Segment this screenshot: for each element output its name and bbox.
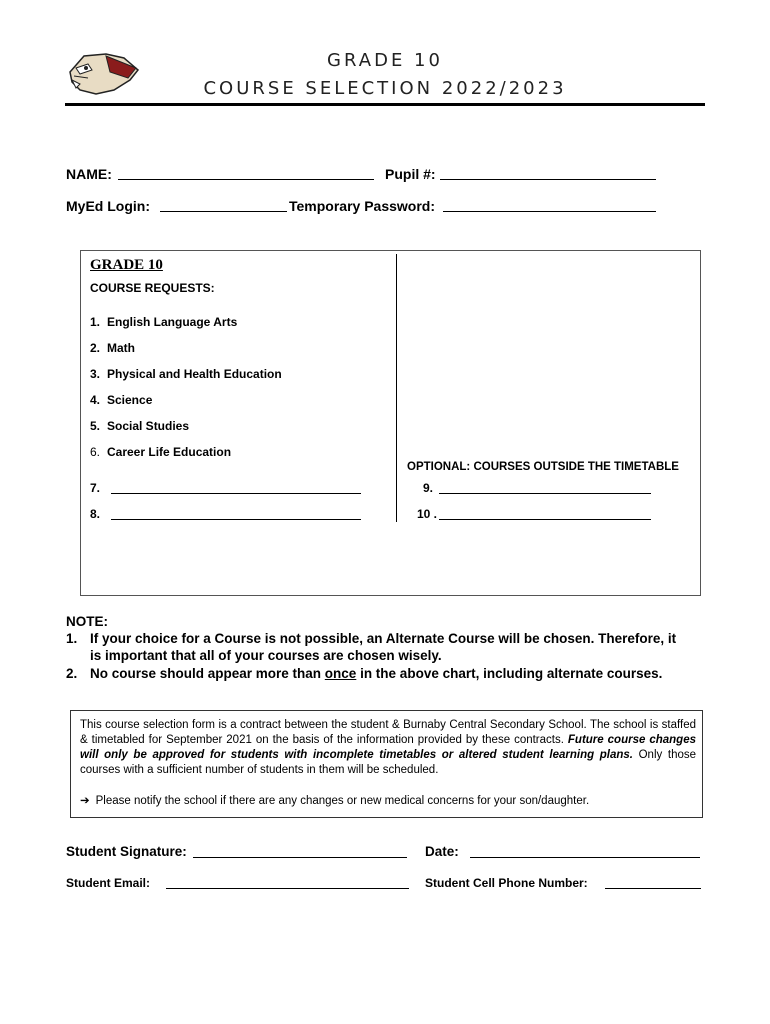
course-blank-10: 10 . [417, 507, 438, 521]
note-1-line2: is important that all of your courses are chosen wisely. [90, 648, 442, 663]
note-heading: NOTE: [66, 614, 108, 629]
course-subheading: COURSE REQUESTS: [90, 281, 215, 295]
course-blank-9: 9. [423, 481, 434, 495]
arrow-right-icon: ➔ [80, 795, 90, 807]
course-item: 3. Physical and Health Education [90, 367, 282, 381]
page-subtitle: COURSE SELECTION 2022/2023 [203, 78, 567, 99]
course-9-field[interactable] [439, 482, 651, 494]
course-8-field[interactable] [111, 508, 361, 520]
student-signature-field[interactable] [193, 843, 407, 858]
course-7-field[interactable] [111, 482, 361, 494]
note-2-number: 2. [66, 666, 78, 681]
course-box-divider [396, 254, 397, 522]
title-rule [65, 103, 705, 106]
temp-password-label: Temporary Password: [289, 198, 436, 214]
course-item: 2. Math [90, 341, 135, 355]
pupil-number-field[interactable] [440, 165, 656, 180]
name-field[interactable] [118, 165, 374, 180]
course-item: 6. Career Life Education [90, 445, 232, 459]
student-email-field[interactable] [166, 874, 409, 889]
note-1-number: 1. [66, 631, 78, 646]
course-10-field[interactable] [439, 508, 651, 520]
cougar-logo-icon [66, 50, 142, 96]
optional-courses-heading: OPTIONAL: COURSES OUTSIDE THE TIMETABLE [407, 461, 679, 473]
date-label: Date: [425, 844, 459, 859]
pupil-number-label: Pupil #: [385, 166, 436, 182]
contract-paragraph: This course selection form is a contract between the student & Burnaby Central Secondary School. The school is staffed & timetabled for September 2021 on the basis of the information provided by these contracts. Future course changes will only be approved for students with incomplete timetables or altered student learning plans. Only those courses with a sufficient number of students in them will be scheduled. [80, 719, 697, 776]
student-cell-label: Student Cell Phone Number: [425, 876, 588, 890]
course-item: 4. Science [90, 393, 153, 407]
student-cell-field[interactable] [605, 874, 701, 889]
date-field[interactable] [470, 843, 700, 858]
notify-paragraph: ➔ Please notify the school if there are any changes or new medical concerns for your son/daughter. [80, 795, 590, 807]
student-signature-label: Student Signature: [66, 844, 187, 859]
myed-login-label: MyEd Login: [66, 198, 150, 214]
name-label: NAME: [66, 166, 112, 182]
course-heading: GRADE 10 [90, 257, 163, 273]
course-item: 1. English Language Arts [90, 315, 238, 329]
note-2-text: No course should appear more than once in the above chart, including alternate courses. [90, 666, 663, 681]
course-item: 5. Social Studies [90, 419, 190, 433]
temp-password-field[interactable] [443, 197, 656, 212]
note-1-line1: If your choice for a Course is not possible, an Alternate Course will be chosen. Therefore, it [90, 631, 677, 646]
student-email-label: Student Email: [66, 876, 151, 890]
myed-login-field[interactable] [160, 197, 287, 212]
page-title: GRADE 10 [327, 50, 443, 71]
course-blank-8: 8. [90, 507, 101, 521]
course-blank-7: 7. [90, 481, 101, 495]
